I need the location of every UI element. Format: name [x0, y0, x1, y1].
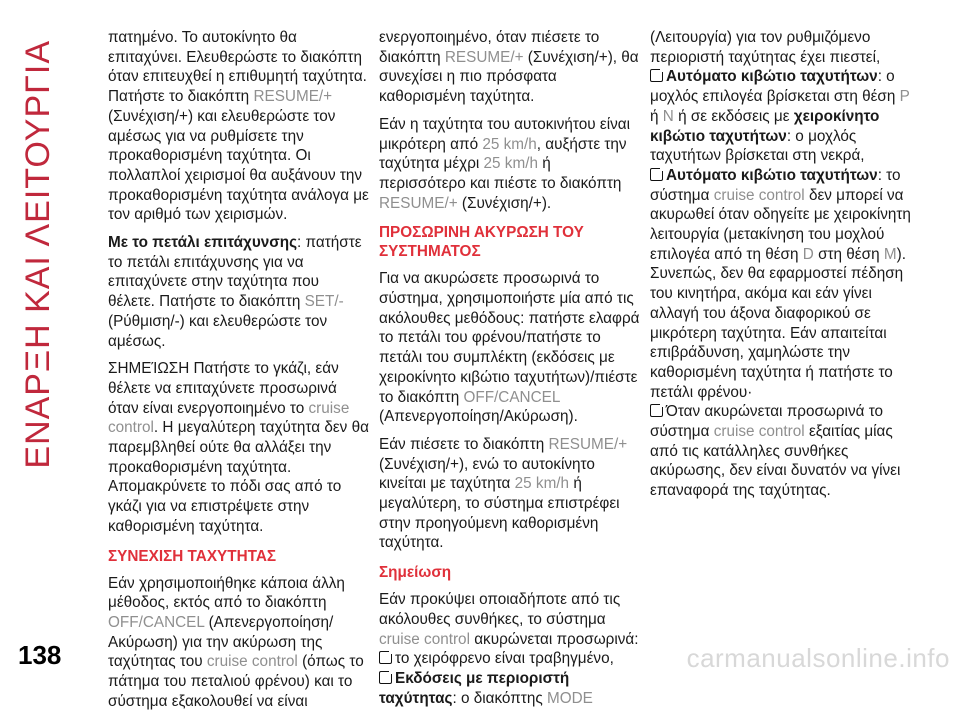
term-label: cruise control: [206, 653, 298, 671]
bold-term: χειροκίνητο κιβώτιο ταχυτήτων: [650, 107, 880, 145]
text-column-1: [108, 28, 370, 720]
switch-label: OFF/CANCEL: [108, 613, 205, 631]
speed-value: 25 km/h: [483, 155, 538, 173]
bullet-item: Αυτόματο κιβώτιο ταχυτήτων: το σύστημα cruise control δεν μπορεί να ακυρωθεί όταν οδηγείτε με χειροκίνητη λειτουργία (μετακίνηση του μοχλού επιλογέα από τη θέση D στη θέση M). Συνεπώς, δεν θα εφαρμοστεί πέδηση του κινητήρα, ακόμα και εάν γίνει αλλαγή του άξονα διαφορικού σε μικρότερη ταχύτητα. Εάν απαιτείται επιβράδυνση, χαμηλώστε την καθορισμένη ταχύτητα ή πατήστε το πετάλι φρένου·: [650, 166, 911, 401]
switch-label: SET/-: [304, 293, 344, 311]
bold-term: Αυτόματο κιβώτιο ταχυτήτων: [666, 68, 878, 86]
checkbox-bullet-icon: [650, 168, 663, 181]
section-side-title: [8, 40, 68, 640]
paragraph: Για να ακυρώσετε προσωρινά το σύστημα, χρησιμοποιήστε μία από τις ακόλουθες μεθόδους: πατήστε ελαφρά το πετάλι του φρένου/πατήστε το πετάλι του συμπλέκτη (εκδόσεις με χειροκίνητο κιβώτιο ταχυτήτων)/πιέστε το διακόπτη OFF/CANCEL (Απενεργοποίηση/Ακύρωση).: [379, 270, 640, 426]
switch-label: RESUME/+: [253, 88, 333, 106]
gear-position: N: [662, 107, 674, 125]
term-label: cruise control: [108, 399, 350, 437]
paragraph: ενεργοποιημένο, όταν πιέσετε το διακόπτη RESUME/+ (Συνέχιση/+), θα συνεχίσει η πιο πρόσφατα καθορισμένη ταχύτητα.: [379, 29, 639, 106]
term-label: cruise control: [379, 630, 470, 648]
speed-value: 25 km/h: [482, 135, 537, 153]
note-heading: Σημείωση: [379, 564, 452, 582]
speed-value: 25 km/h: [514, 475, 570, 493]
section-title-text: ΕΝΑΡΞΗ ΚΑΙ ΛΕΙΤΟΥΡΓΙΑ: [18, 40, 57, 469]
term-label: cruise control: [713, 423, 805, 441]
checkbox-bullet-icon: [379, 671, 392, 684]
switch-label: RESUME/+: [444, 48, 524, 66]
text-column-2: [379, 28, 641, 708]
paragraph: Εάν πιέσετε το διακόπτη RESUME/+ (Συνέχιση/+), ενώ το αυτοκίνητο κινείται με ταχύτητα 25 km/h ή μεγαλύτερη, το σύστημα επιστρέφει στην προηγούμενη καθορισμένη ταχύτητα.: [379, 435, 628, 552]
bold-term: Αυτόματο κιβώτιο ταχυτήτων: [666, 166, 878, 184]
checkbox-bullet-icon: [379, 651, 392, 664]
section-heading: ΠΡΟΣΩΡΙΝΗ ΑΚΥΡΩΣΗ ΤΟΥ ΣΥΣΤΗΜΑΤΟΣ: [379, 224, 584, 261]
gear-position: D: [802, 245, 814, 263]
paragraph: ΣΗΜΕΊΩΣΗ Πατήστε το γκάζι, εάν θέλετε να επιταχύνετε προσωρινά όταν είναι ενεργοποιημένο το cruise control. Η μεγαλύτερη ταχύτητα δεν θα παρεμβληθεί ούτε θα αλλάξει την προκαθορισμένη ταχύτητα. Απομακρύνετε το πόδι σας από το γκάζι για να επιστρέψετε στην καθορισμένη ταχύτητα.: [108, 360, 369, 535]
bold-term: Με το πετάλι επιτάχυνσης: [108, 234, 298, 252]
bullet-continuation: (Λειτουργία) για τον ρυθμιζόμενο περιοριστή ταχύτητας έχει πιεστεί,: [650, 29, 881, 66]
watermark: carmanualsonline.info: [686, 643, 950, 673]
checkbox-bullet-icon: [650, 404, 663, 417]
bullet-item: Αυτόματο κιβώτιο ταχυτήτων: ο μοχλός επιλογέα βρίσκεται στη θέση P ή N ή σε εκδόσεις με χειροκίνητο κιβώτιο ταχυτήτων: ο μοχλός ταχυτήτων βρίσκεται στη νεκρά,: [650, 68, 910, 165]
paragraph: Εάν χρησιμοποιήθηκε κάποια άλλη μέθοδος, εκτός από το διακόπτη OFF/CANCEL (Απενεργοποίηση/ Ακύρωση) για την ακύρωση της ταχύτητας του cruise control (όπως το πάτημα του πεταλιού φρένου) και το σύστημα εξακολουθεί να είναι: [108, 574, 364, 710]
paragraph: πατημένο. Το αυτοκίνητο θα επιταχύνει. Ελευθερώστε το διακόπτη όταν επιτευχθεί η επιθυμητή ταχύτητα. Πατήστε το διακόπτη RESUME/+ (Συνέχιση/+) και ελευθερώστε τον αμέσως για να ρυθμίσετε την προκαθορισμένη ταχύτητα. Οι πολλαπλοί χειρισμοί θα αυξάνουν την προκαθορισμένη ταχύτητα ανάλογα με τον αριθμό των χειρισμών.: [108, 29, 369, 224]
switch-label: MODE: [546, 689, 593, 707]
bullet-item: Όταν ακυρώνεται προσωρινά το σύστημα cruise control εξαιτίας μίας από τις κατάλληλες συνθήκες ακύρωσης, δεν είναι δυνατόν να γίνει επαναφορά της ταχύτητας.: [650, 403, 901, 500]
page-number: 138: [18, 640, 62, 670]
gear-position: M: [883, 245, 897, 263]
section-heading: ΣΥΝΕΧΙΣΗ ΤΑΧΥΤΗΤΑΣ: [108, 547, 277, 565]
term-label: cruise control: [713, 186, 805, 204]
switch-label: OFF/CANCEL: [463, 388, 560, 406]
paragraph: Με το πετάλι επιτάχυνσης: πατήστε το πετάλι επιτάχυνσης για να επιταχύνετε στην ταχύτητα που θέλετε. Πατήστε το διακόπτη SET/- (Ρύθμιση/-) και ελευθερώστε τον αμέσως.: [108, 234, 362, 350]
text-column-3: [650, 28, 912, 501]
checkbox-bullet-icon: [650, 69, 663, 82]
gear-position: P: [899, 88, 910, 106]
switch-label: RESUME/+: [548, 435, 628, 453]
bullet-item: το χειρόφρενο είναι τραβηγμένο,: [379, 649, 641, 669]
paragraph: Εάν η ταχύτητα του αυτοκινήτου είναι μικρότερη από 25 km/h, αυξήστε την ταχύτητα μέχρι 25 km/h ή περισσότερο και πιέστε το διακόπτη RESUME/+ (Συνέχιση/+).: [379, 115, 630, 212]
bullet-item: Εκδόσεις με περιοριστή ταχύτητας: ο διακόπτης MODE: [379, 669, 593, 707]
paragraph: Εάν προκύψει οποιαδήποτε από τις ακόλουθες συνθήκες, το σύστημα cruise control ακυρώνεται προσωρινά:: [379, 591, 639, 648]
bold-term: Εκδόσεις με περιοριστή ταχύτητας: [379, 669, 570, 707]
switch-label: RESUME/+: [379, 194, 458, 212]
